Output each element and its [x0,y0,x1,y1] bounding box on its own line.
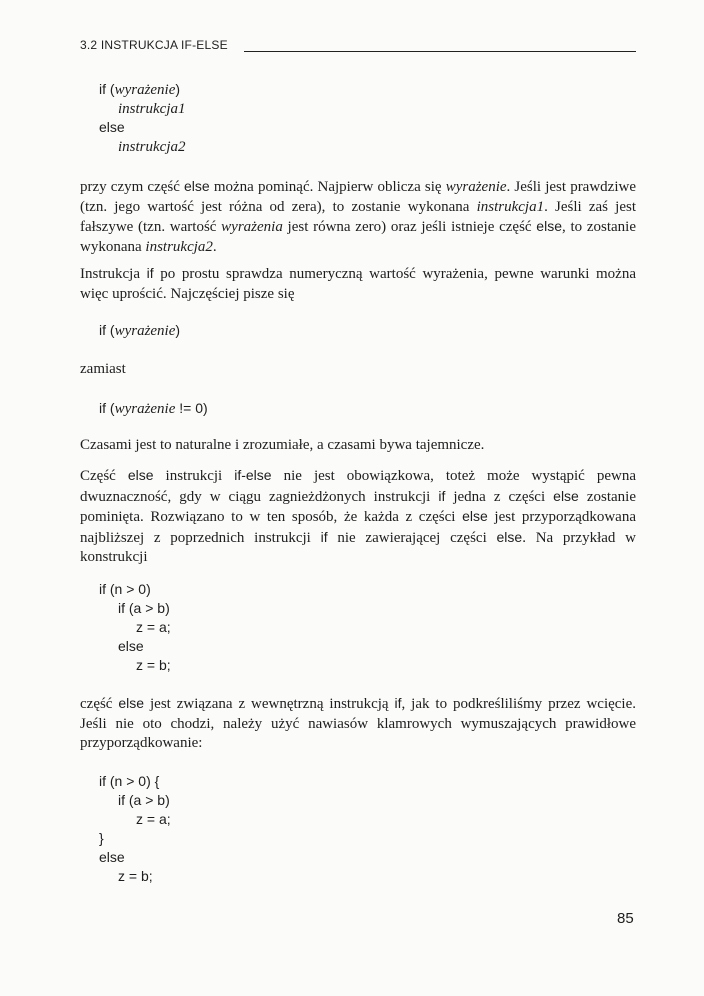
code-line: if (a > b) [118,792,170,808]
code-line: instrukcja2 [118,139,186,155]
code-line: z = a; [136,811,171,827]
code-line: if (n > 0) { [99,773,160,789]
code-line: if (wyrażenie) [99,81,181,98]
header-rule [244,51,636,52]
running-header: 3.2 INSTRUKCJA IF-ELSE [80,38,228,52]
word-zamiast: zamiast [80,361,126,377]
code-line: } [99,830,104,846]
paragraph-3: Czasami jest to naturalne i zrozumiałe, a czasami bywa tajemnicze. [80,437,485,453]
code-line: z = a; [136,619,171,635]
page-number: 85 [617,910,634,927]
code-line: if (n > 0) [99,581,151,597]
code-line: z = b; [118,868,153,884]
paragraph-1: przy czym część else można pominąć. Najpierw oblicza się wyrażenie. Jeśli jest prawdziwe (tzn. jego wartość jest różna od zera), to zostanie wykonana instrukcja1. Jeśli zaś jest fałszywe (tzn. wartość wyrażenia jest równa zero) oraz jeśli istnieje część else, to zostanie wykonana instrukcja2. [80,178,636,255]
code-line: else [99,119,125,135]
code-line: else [99,849,125,865]
code-line: else [118,638,144,654]
paragraph-2: Instrukcja if po prostu sprawdza numeryczną wartość wyrażenia, pewne warunki można więc uprościć. Najczęściej pisze się [80,265,636,302]
paragraph-5: część else jest związana z wewnętrzną instrukcją if, jak to podkreśliliśmy przez wcięcie. Jeśli nie oto chodzi, należy użyć nawiasów klamrowych wymuszających prawidłowe przyporządkowanie: [80,695,636,751]
code-block-2: if (wyrażenie) [99,322,181,339]
code-line: if (a > b) [118,600,170,616]
code-block-3: if (wyrażenie != 0) [99,400,208,417]
code-line: z = b; [136,657,171,673]
paragraph-4: Część else instrukcji if-else nie jest obowiązkowa, toteż może wystąpić pewna dwuznaczność, gdy w ciągu zagnieżdżonych instrukcji if jedna z części else zostanie pominięta. Rozwiązano to w ten sposób, że każda z części else jest przyporządkowana najbliższej z poprzednich instrukcji if nie zawierającej części else. Na przykład w konstrukcji [80,467,637,565]
code-line: instrukcja1 [118,101,186,117]
